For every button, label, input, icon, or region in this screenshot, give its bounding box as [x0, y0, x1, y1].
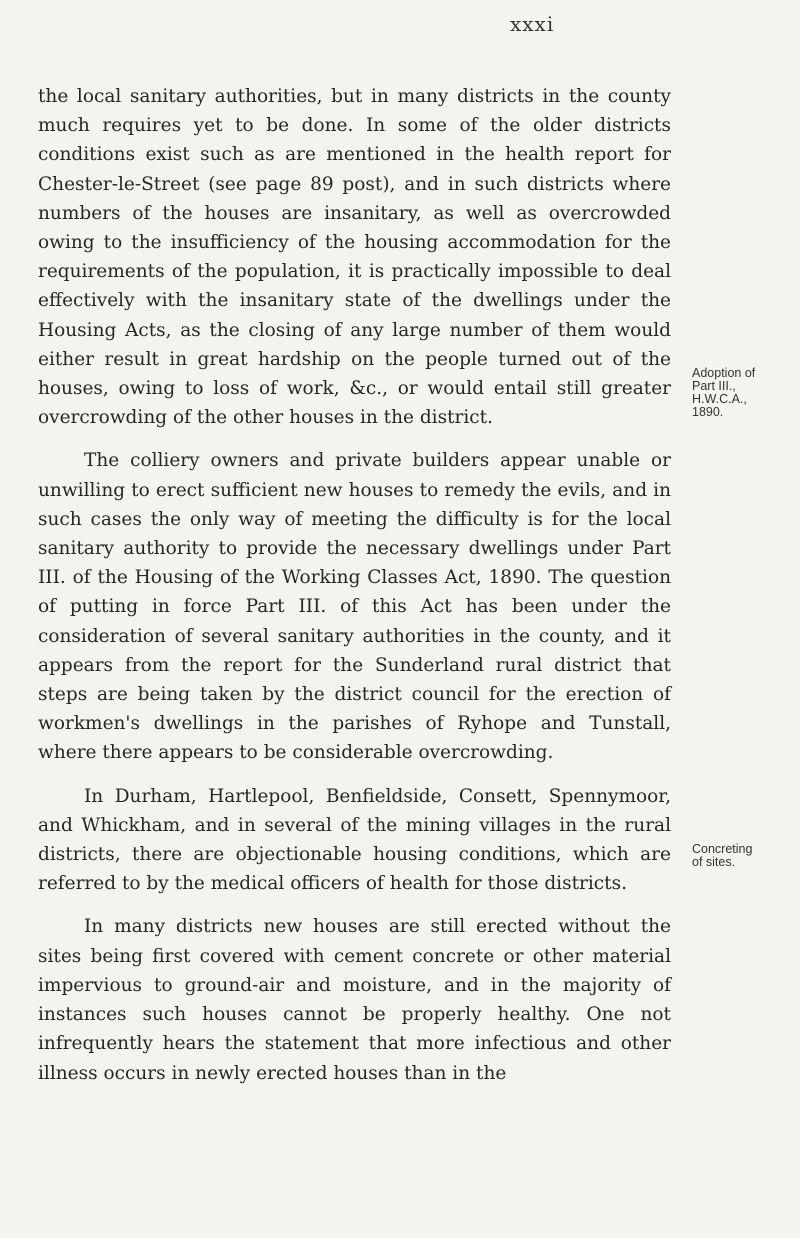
margin-note-line: 1890.: [692, 405, 724, 419]
paragraph-colliery-owners: The colliery owners and private builders appear unable or unwilling to erect sufficient new houses to remedy the evils, and in such cases the only way of meeting the difficulty is for the local sanitary authority to provide the necessary dwellings under Part III. of the Housing of the Working Classes Act, 1890. The question of putting in force Part III. of this Act has been under the consideration of several sanitary authorities in the county, and it appears from the report for the Sunderland rural district that steps are being taken by the district council for the erection of workmen's dwellings in the parishes of Ryhope and Tunstall, where there appears to be considerable overcrowding.: [38, 450, 671, 764]
margin-note-adoption: [692, 367, 796, 419]
margin-note-line: Concreting: [692, 842, 753, 856]
paragraph-concreting-sites: In many districts new houses are still erected without the sites being first covered with cement concrete or other material impervious to ground-air and moisture, and in the majority of instances such houses cannot be properly healthy. One not infrequently hears the statement that more infectious and other illness occurs in newly erected houses than in the: [38, 916, 671, 1084]
paragraph-durham-conditions: In Durham, Hartlepool, Benfieldside, Consett, Spennymoor, and Whickham, and in several of the mining villages in the rural districts, there are objectionable housing conditions, which are referred to by the medical officers of health for those districts.: [38, 785, 671, 895]
margin-note-concreting: [692, 843, 796, 869]
margin-note-line: Adoption of: [692, 366, 756, 380]
paragraph-continuation: the local sanitary authorities, but in many districts in the county much requires yet to be done. In some of the older districts conditions exist such as are mentioned in the health report for Chester-le-Street (see page 89 post), and in such districts where numbers of the houses are insanitary, as well as overcrowded owing to the insufficiency of the housing accommodation for the requirements of the population, it is practically impossible to deal effectively with the insanitary state of the dwellings under the Housing Acts, as the closing of any large number of them would either result in great hardship on the people turned out of the houses, owing to loss of work, &c., or would entail still greater overcrowding of the other houses in the district.: [38, 86, 671, 429]
margin-note-line: of sites.: [692, 855, 736, 869]
body-text: [38, 82, 671, 1088]
page-number: xxxi: [510, 12, 555, 36]
margin-note-line: H.W.C.A.,: [692, 392, 747, 406]
margin-note-line: Part III.,: [692, 379, 736, 393]
